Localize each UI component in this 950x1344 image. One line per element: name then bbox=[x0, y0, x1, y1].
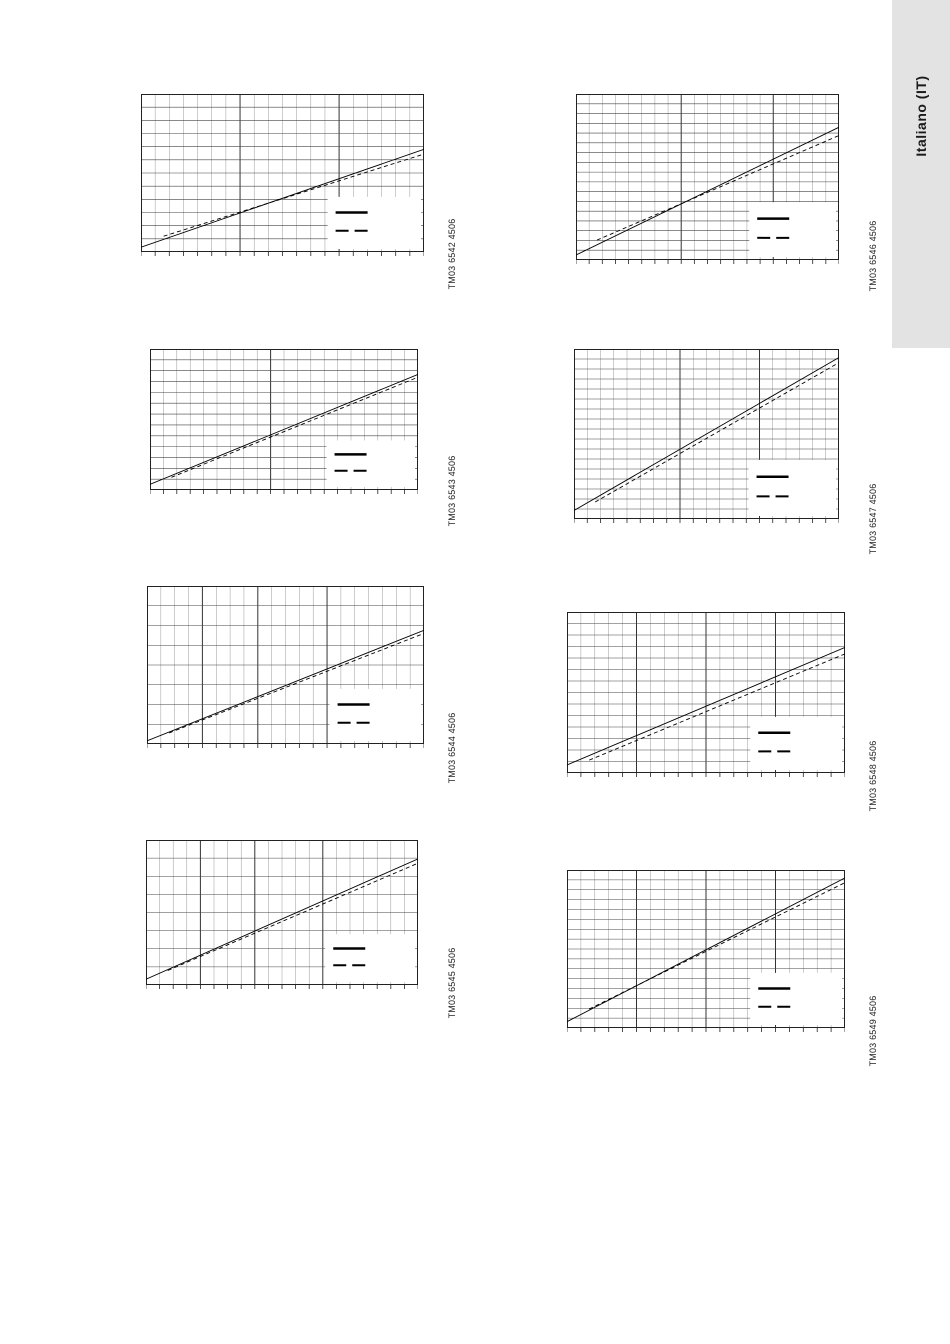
chart-plot-area bbox=[574, 349, 839, 523]
pump-curve-chart-5 bbox=[576, 94, 839, 260]
pump-curve-chart-4 bbox=[146, 840, 418, 985]
chart-plot-area bbox=[150, 349, 418, 494]
drawing-code-5: TM03 6546 4506 bbox=[868, 220, 878, 292]
chart-plot-area bbox=[567, 612, 845, 777]
pump-curve-chart-6 bbox=[574, 349, 839, 519]
legend-box bbox=[325, 934, 415, 982]
drawing-code-2: TM03 6543 4506 bbox=[447, 455, 457, 527]
legend-box bbox=[749, 202, 836, 257]
chart-plot-area bbox=[567, 870, 845, 1032]
legend-box bbox=[328, 197, 421, 249]
legend-box bbox=[749, 460, 836, 516]
chart-plot-area bbox=[576, 94, 839, 264]
legend-box bbox=[327, 440, 415, 487]
chart-plot-area bbox=[147, 586, 424, 748]
drawing-code-8: TM03 6549 4506 bbox=[868, 995, 878, 1067]
drawing-code-7: TM03 6548 4506 bbox=[868, 740, 878, 812]
drawing-code-4: TM03 6545 4506 bbox=[447, 947, 457, 1019]
legend-box bbox=[330, 689, 421, 741]
pump-curve-chart-8 bbox=[567, 870, 845, 1028]
chart-plot-area bbox=[141, 94, 424, 256]
legend-box bbox=[750, 717, 842, 770]
pump-curve-chart-1 bbox=[141, 94, 424, 252]
drawing-code-6: TM03 6547 4506 bbox=[868, 483, 878, 555]
language-tab-label: Italiano (IT) bbox=[913, 75, 929, 157]
drawing-code-1: TM03 6542 4506 bbox=[447, 218, 457, 290]
drawing-code-3: TM03 6544 4506 bbox=[447, 712, 457, 784]
pump-curve-chart-3 bbox=[147, 586, 424, 744]
language-side-tab bbox=[892, 0, 950, 348]
pump-curve-chart-2 bbox=[150, 349, 418, 490]
pump-curve-chart-7 bbox=[567, 612, 845, 773]
legend-box bbox=[750, 973, 842, 1025]
chart-plot-area bbox=[146, 840, 418, 989]
